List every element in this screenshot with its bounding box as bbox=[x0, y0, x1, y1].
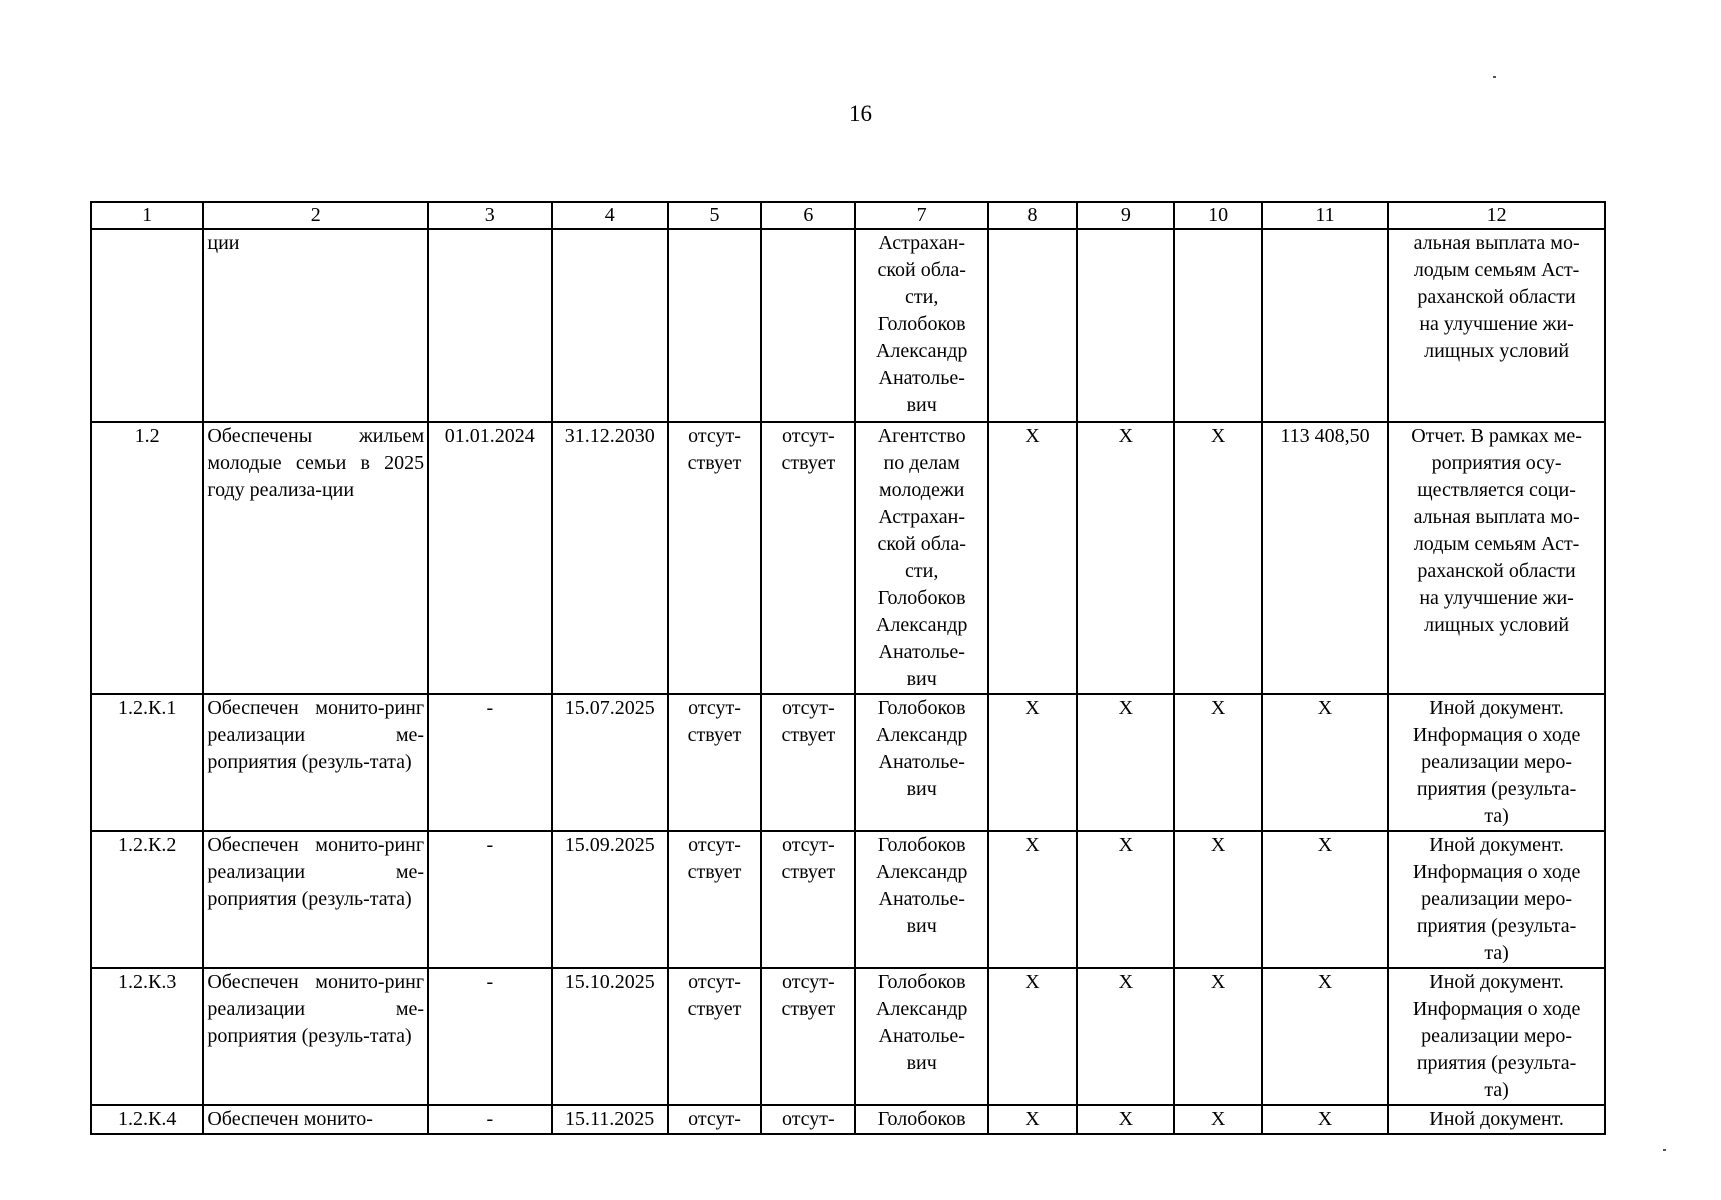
table-cell: 1.2.К.1 bbox=[91, 694, 203, 831]
column-header: 5 bbox=[668, 202, 761, 229]
table-cell bbox=[428, 229, 551, 422]
table-cell: 15.09.2025 bbox=[552, 831, 668, 968]
table-cell: отсут- ствует bbox=[668, 968, 761, 1105]
scan-speck bbox=[1493, 76, 1496, 78]
table-cell: X bbox=[988, 1105, 1077, 1134]
table-cell: 1.2.К.3 bbox=[91, 968, 203, 1105]
table-cell bbox=[988, 229, 1077, 422]
table-cell: отсут- bbox=[761, 1105, 855, 1134]
table-cell: Агентство по делам молодежи Астрахан- ской обла- сти, Голобоков Александр Анатолье- вич bbox=[855, 422, 987, 694]
table-cell: ции bbox=[203, 229, 428, 422]
table-cell: Голобоков Александр Анатолье- вич bbox=[855, 694, 987, 831]
table-cell: X bbox=[1262, 1105, 1388, 1134]
table-cell: X bbox=[1174, 831, 1261, 968]
table-row bbox=[91, 422, 1605, 694]
table-cell bbox=[91, 229, 203, 422]
table-cell: 01.01.2024 bbox=[428, 422, 551, 694]
table-cell: Обеспечены жильем молодые семьи в 2025 году реализа-ции bbox=[203, 422, 428, 694]
table-cell: 1.2.К.2 bbox=[91, 831, 203, 968]
table-cell: отсут- ствует bbox=[761, 422, 855, 694]
table-cell: X bbox=[1174, 422, 1261, 694]
table-cell: X bbox=[1174, 694, 1261, 831]
table-cell bbox=[761, 229, 855, 422]
table-cell: X bbox=[988, 968, 1077, 1105]
column-header: 10 bbox=[1174, 202, 1261, 229]
table-cell: X bbox=[1077, 1105, 1174, 1134]
table-cell: 113 408,50 bbox=[1262, 422, 1388, 694]
table-cell: Иной документ. bbox=[1388, 1105, 1605, 1134]
table-cell: X bbox=[1077, 422, 1174, 694]
table-cell: 31.12.2030 bbox=[552, 422, 668, 694]
column-header: 12 bbox=[1388, 202, 1605, 229]
table-cell: Обеспечен монито-ринг реализации ме-роприятия (резуль-тата) bbox=[203, 831, 428, 968]
table-cell: - bbox=[428, 831, 551, 968]
column-header: 8 bbox=[988, 202, 1077, 229]
table-cell: 1.2 bbox=[91, 422, 203, 694]
table-cell: - bbox=[428, 694, 551, 831]
table-cell: Обеспечен монито-ринг реализации ме-роприятия (резуль-тата) bbox=[203, 694, 428, 831]
table-cell: Обеспечен монито- bbox=[203, 1105, 428, 1134]
table-cell: X bbox=[1077, 831, 1174, 968]
plan-table bbox=[90, 201, 1606, 1135]
column-header: 4 bbox=[552, 202, 668, 229]
table-cell: Голобоков bbox=[855, 1105, 987, 1134]
table-cell: X bbox=[1174, 968, 1261, 1105]
table-row bbox=[91, 229, 1605, 422]
table-cell: X bbox=[988, 694, 1077, 831]
column-header: 1 bbox=[91, 202, 203, 229]
column-header: 6 bbox=[761, 202, 855, 229]
table-cell: отсут- ствует bbox=[761, 694, 855, 831]
table-cell: отсут- bbox=[668, 1105, 761, 1134]
table-cell: отсут- ствует bbox=[668, 422, 761, 694]
table-cell: 15.07.2025 bbox=[552, 694, 668, 831]
table-cell: Голобоков Александр Анатолье- вич bbox=[855, 968, 987, 1105]
table-header-row bbox=[91, 202, 1605, 229]
table-cell: X bbox=[1174, 1105, 1261, 1134]
table-cell bbox=[552, 229, 668, 422]
table-cell: X bbox=[988, 422, 1077, 694]
table-cell: Астрахан- ской обла- сти, Голобоков Александр Анатолье- вич bbox=[855, 229, 987, 422]
column-header: 11 bbox=[1262, 202, 1388, 229]
table-cell bbox=[668, 229, 761, 422]
table-cell: Отчет. В рамках ме- роприятия осу- ществляется соци- альная выплата мо- лодым семьям Аст- раханской области на улучшение жи- лищных условий bbox=[1388, 422, 1605, 694]
page-number: 16 bbox=[849, 101, 872, 126]
table-cell: - bbox=[428, 968, 551, 1105]
column-header: 3 bbox=[428, 202, 551, 229]
table-row bbox=[91, 968, 1605, 1105]
column-header: 7 bbox=[855, 202, 987, 229]
scan-speck bbox=[1663, 1149, 1666, 1151]
table-cell: X bbox=[1077, 694, 1174, 831]
table-cell: X bbox=[1262, 968, 1388, 1105]
table-cell: отсут- ствует bbox=[668, 831, 761, 968]
table-cell: Иной документ. Информация о ходе реализации меро- приятия (результа- та) bbox=[1388, 968, 1605, 1105]
table-row bbox=[91, 831, 1605, 968]
table-cell: отсут- ствует bbox=[668, 694, 761, 831]
table-cell: Обеспечен монито-ринг реализации ме-роприятия (резуль-тата) bbox=[203, 968, 428, 1105]
table-cell: альная выплата мо- лодым семьям Аст- раханской области на улучшение жи- лищных условий bbox=[1388, 229, 1605, 422]
table-cell: X bbox=[1262, 694, 1388, 831]
table-row bbox=[91, 694, 1605, 831]
table-row bbox=[91, 1105, 1605, 1134]
table-cell bbox=[1262, 229, 1388, 422]
table-cell bbox=[1077, 229, 1174, 422]
table-cell: 15.11.2025 bbox=[552, 1105, 668, 1134]
table-cell: X bbox=[1262, 831, 1388, 968]
table-cell bbox=[1174, 229, 1261, 422]
table-cell: Иной документ. Информация о ходе реализации меро- приятия (результа- та) bbox=[1388, 831, 1605, 968]
table-cell: 15.10.2025 bbox=[552, 968, 668, 1105]
table-cell: Иной документ. Информация о ходе реализации меро- приятия (результа- та) bbox=[1388, 694, 1605, 831]
table-cell: X bbox=[1077, 968, 1174, 1105]
table-cell: X bbox=[988, 831, 1077, 968]
column-header: 9 bbox=[1077, 202, 1174, 229]
table-cell: - bbox=[428, 1105, 551, 1134]
table-cell: отсут- ствует bbox=[761, 831, 855, 968]
table-cell: отсут- ствует bbox=[761, 968, 855, 1105]
table-cell: 1.2.К.4 bbox=[91, 1105, 203, 1134]
column-header: 2 bbox=[203, 202, 428, 229]
table-cell: Голобоков Александр Анатолье- вич bbox=[855, 831, 987, 968]
